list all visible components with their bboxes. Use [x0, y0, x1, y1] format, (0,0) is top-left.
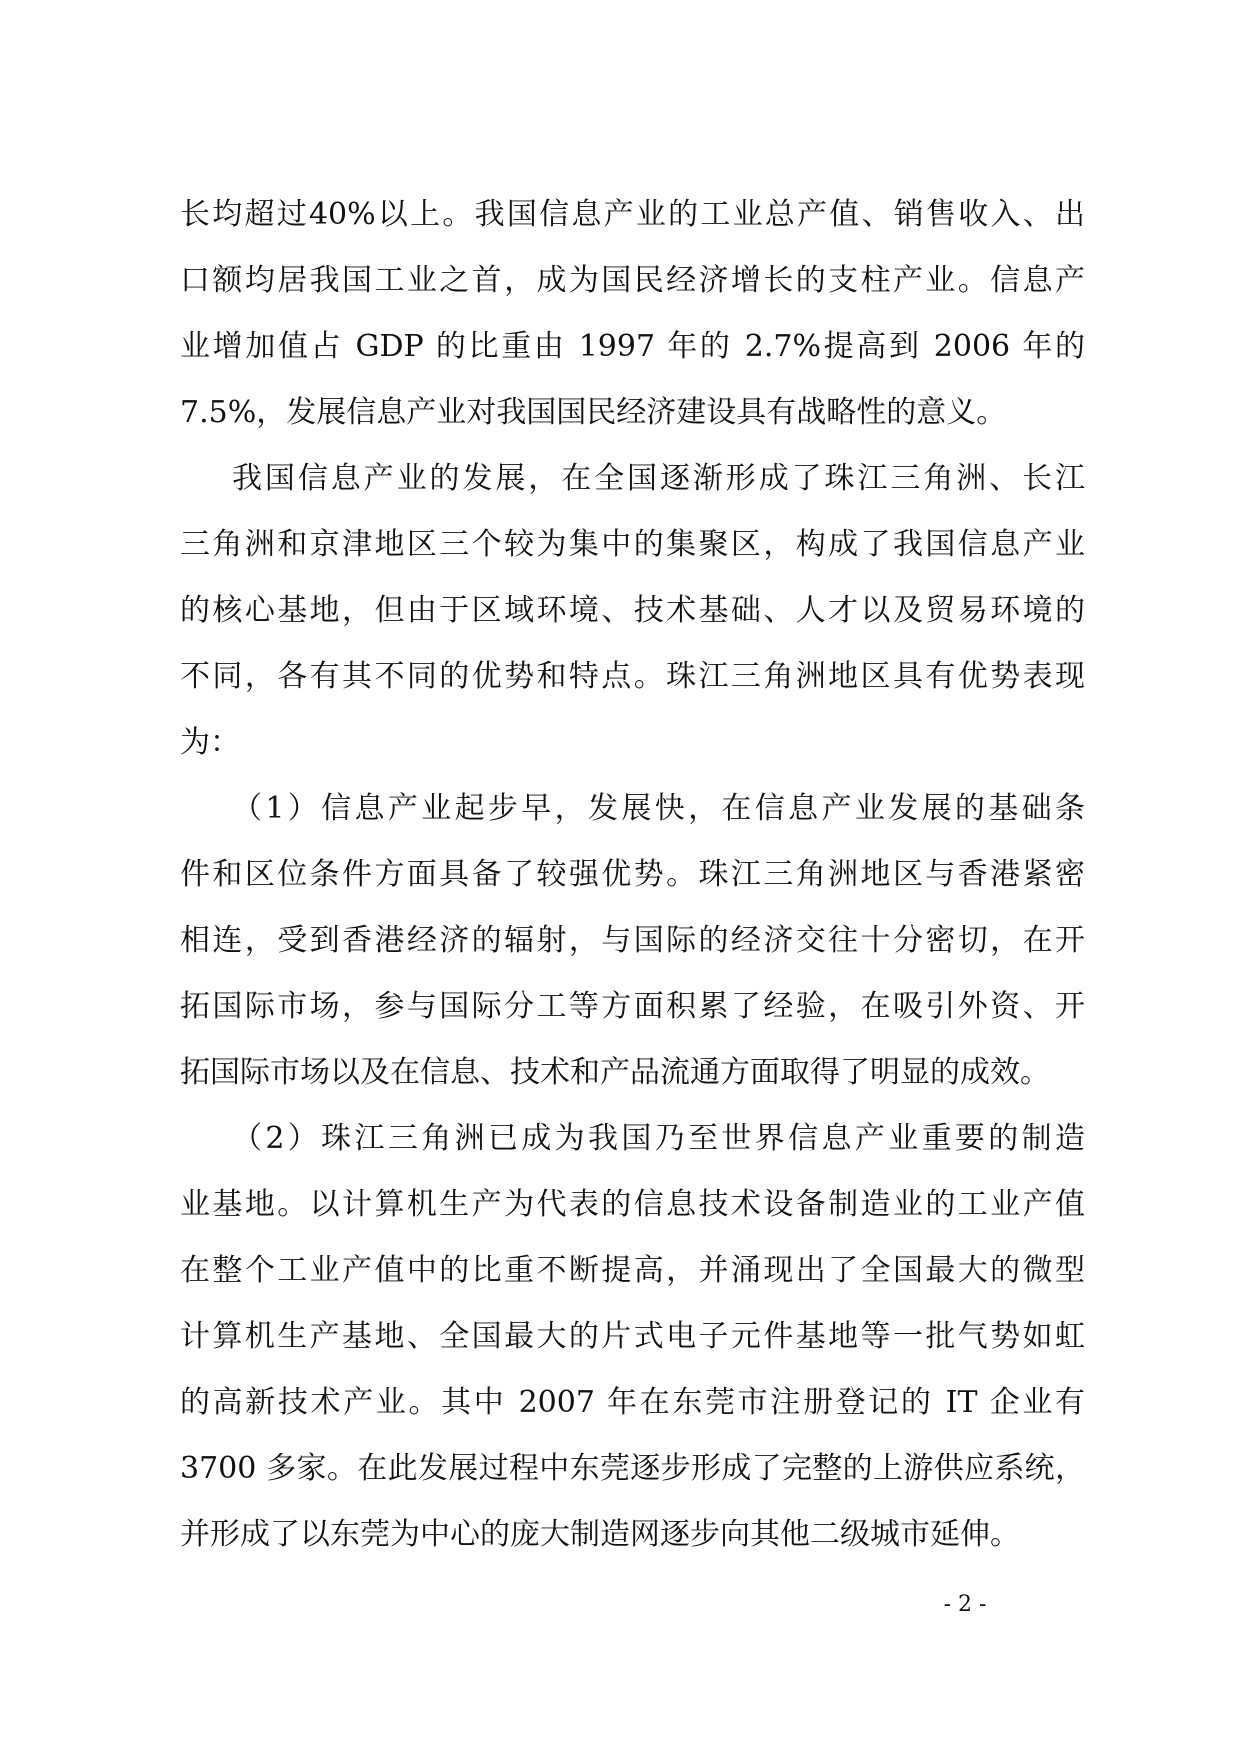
text-line: 的高新技术产业。其中 2007 年在东莞市注册登记的 IT 企业有: [180, 1385, 1085, 1420]
text-line: 并形成了以东莞为中心的庞大制造网逐步向其他二级城市延伸。: [180, 1517, 1020, 1552]
text-line: 业增加值占 GDP 的比重由 1997 年的 2.7%提高到 2006 年的: [180, 329, 1085, 364]
text-line: 计算机生产基地、全国最大的片式电子元件基地等一批气势如虹: [180, 1319, 1085, 1354]
text-line: 在整个工业产值中的比重不断提高，并涌现出了全国最大的微型: [180, 1253, 1085, 1288]
text-line: 为：: [180, 725, 240, 760]
paragraph-first-line: （2）珠江三角洲已成为我国乃至世界信息产业重要的制造: [232, 1121, 1085, 1156]
text-line: 口额均居我国工业之首，成为国民经济增长的支柱产业。信息产: [180, 263, 1085, 298]
text-line: 7.5%，发展信息产业对我国国民经济建设具有战略性的意义。: [180, 395, 1007, 430]
text-line: 长均超过40%以上。我国信息产业的工业总产值、销售收入、出: [180, 197, 1085, 232]
text-line: 业基地。以计算机生产为代表的信息技术设备制造业的工业产值: [180, 1187, 1085, 1222]
text-line: 3700 多家。在此发展过程中东莞逐步形成了完整的上游供应系统，: [180, 1451, 1085, 1486]
text-line: 拓国际市场，参与国际分工等方面积累了经验，在吸引外资、开: [180, 989, 1085, 1024]
paragraph-first-line: （1）信息产业起步早，发展快，在信息产业发展的基础条: [232, 791, 1085, 826]
text-line: 的核心基地，但由于区域环境、技术基础、人才以及贸易环境的: [180, 593, 1085, 628]
text-line: 拓国际市场以及在信息、技术和产品流通方面取得了明显的成效。: [180, 1055, 1050, 1090]
paragraph-first-line: 我国信息产业的发展，在全国逐渐形成了珠江三角洲、长江: [232, 461, 1085, 496]
text-line: 不同，各有其不同的优势和特点。珠江三角洲地区具有优势表现: [180, 659, 1085, 694]
page-number: - 2 -: [943, 1592, 987, 1617]
text-line: 三角洲和京津地区三个较为集中的集聚区，构成了我国信息产业: [180, 527, 1085, 562]
text-line: 相连，受到香港经济的辐射，与国际的经济交往十分密切，在开: [180, 923, 1085, 958]
text-line: 件和区位条件方面具备了较强优势。珠江三角洲地区与香港紧密: [180, 857, 1085, 892]
